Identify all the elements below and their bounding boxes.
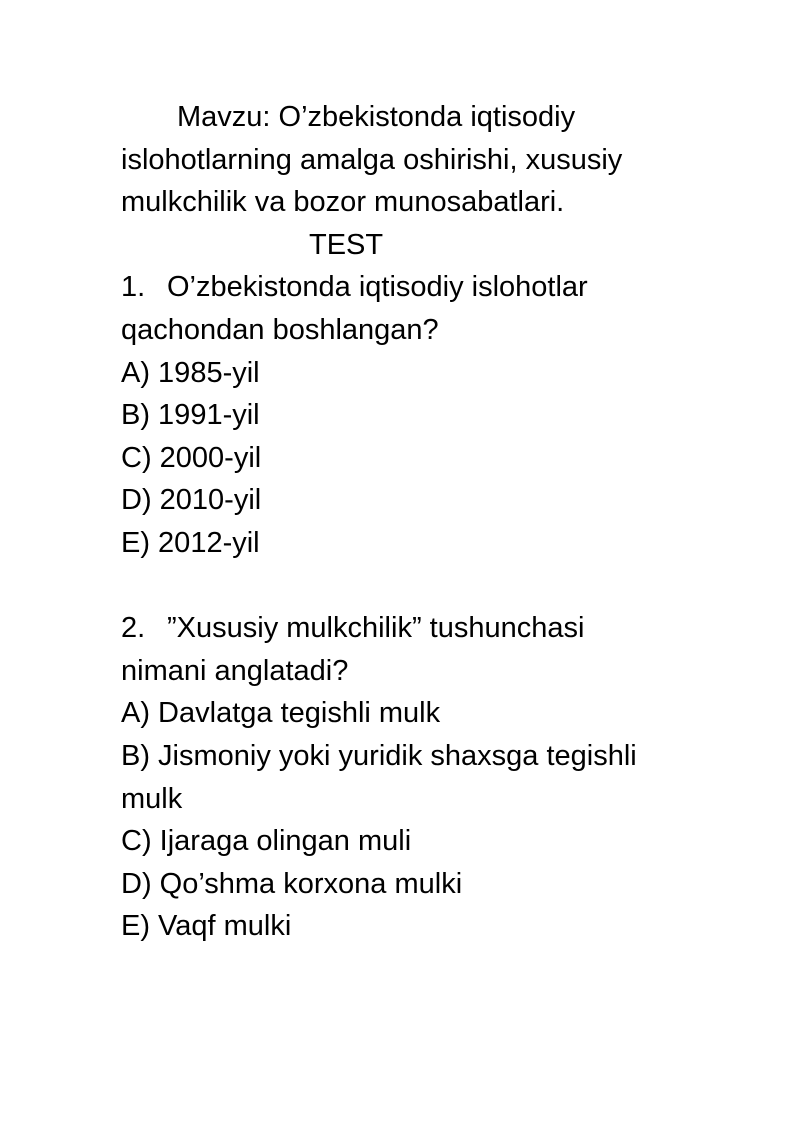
question-1-line-1 xyxy=(121,266,701,309)
question-2-line-1 xyxy=(121,607,701,650)
question-1-option-c: C) 2000-yil xyxy=(121,441,262,474)
question-1-number: 1. xyxy=(121,271,146,304)
title-line-1: Mavzu: O’zbekistonda iqtisodiy xyxy=(177,101,576,133)
question-1-option-b: B) 1991-yil xyxy=(121,399,260,432)
question-1-line-2: qachondan boshlangan? xyxy=(121,313,439,346)
question-2-option-d: D) Qo’shma korxona mulki xyxy=(121,867,463,900)
title-line-3: mulkchilik va bozor munosabatlari. xyxy=(121,186,565,219)
question-2-option-e: E) Vaqf mulki xyxy=(121,910,292,943)
paragraph-spacer xyxy=(121,565,701,608)
question-2-option-c: C) Ijaraga olingan muli xyxy=(121,825,412,858)
question-2-option-b: B) Jismoniy yoki yuridik shaxsga tegishli xyxy=(121,739,637,772)
document-body xyxy=(121,96,701,948)
question-2-line-2: nimani anglatadi? xyxy=(121,654,349,687)
title-line-2: islohotlarning amalga oshirishi, xususiy xyxy=(121,143,623,176)
question-2-option-b-continued: mulk xyxy=(121,782,183,815)
test-heading: TEST xyxy=(309,228,384,261)
question-2-option-a: A) Davlatga tegishli mulk xyxy=(121,697,441,730)
question-1-text: O’zbekistonda iqtisodiy islohotlar xyxy=(167,271,588,304)
question-2-number: 2. xyxy=(121,612,146,645)
question-1-option-e: E) 2012-yil xyxy=(121,526,260,559)
question-1-option-a: A) 1985-yil xyxy=(121,356,260,389)
question-1-option-d: D) 2010-yil xyxy=(121,484,262,517)
question-2-text: ”Xususiy mulkchilik” tushunchasi xyxy=(167,612,585,645)
